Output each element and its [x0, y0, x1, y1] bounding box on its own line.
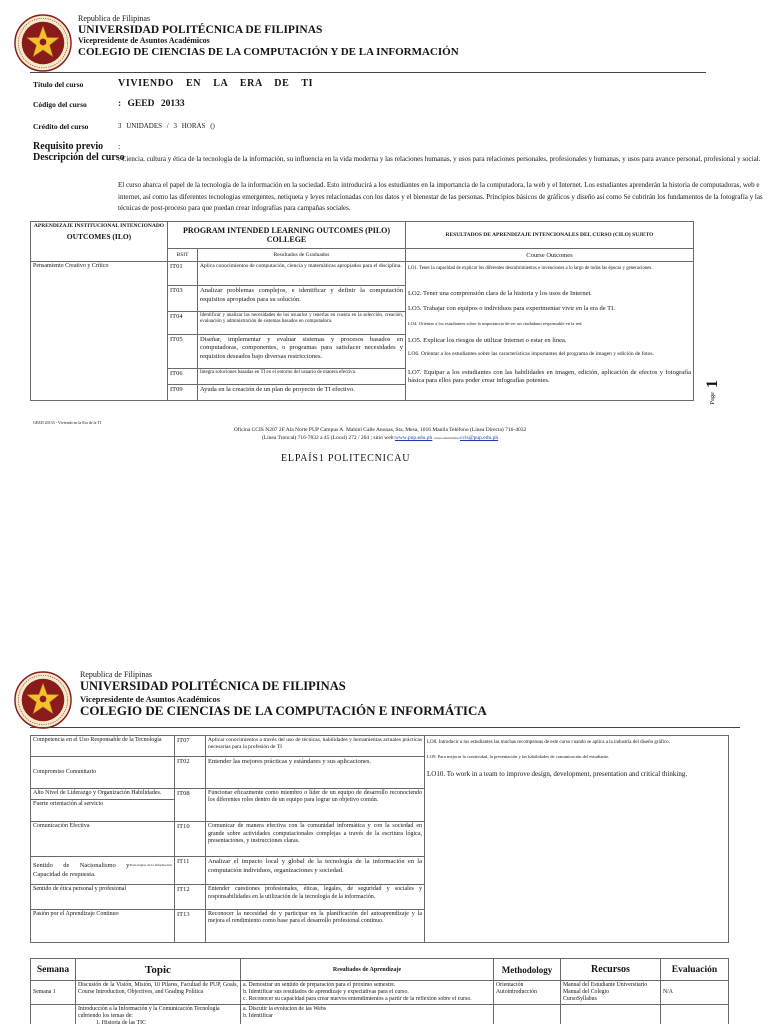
schedule-table [30, 958, 729, 1024]
ilo-overlap-note: Tecnologías de la Información [129, 863, 172, 868]
header-divider [30, 72, 706, 73]
methodology-header: Methodology [494, 959, 561, 981]
program-code: BSIT [168, 249, 198, 262]
ilo-cell: Competencia en el Uso Responsable de la Tecnología [31, 736, 175, 757]
course-code-value: : GEED 20133 [118, 99, 185, 109]
course-outcomes-cell [425, 736, 729, 943]
ilo-cell: Pasión por el Aprendizaje Continuo [31, 909, 175, 942]
pilo-code: IT11 [175, 857, 206, 885]
pilo-code: IT13 [175, 909, 206, 942]
course-outcome: LO9. Para mejorar la creatividad, la presentación y las habilidades de comunicación del estudiante. [427, 754, 610, 759]
outcome-item: c. Reconocer su capacidad para crear nuevos entendimientos a partir de la reflexión sobre el curso. [243, 995, 472, 1002]
graduates-header: Resultados de Graduados [198, 249, 406, 262]
footer-stamp: ELPAÍS1 POLITECNICAU [281, 453, 411, 464]
topic-subitem: 1. Historia de las TIC [96, 1019, 146, 1024]
topic-header: Topic [76, 959, 241, 981]
methodology-cell [494, 981, 561, 1005]
page-number: 1 [704, 380, 721, 388]
pilo-text: Entender las mejores prácticas y estándares y sus aplicaciones. [206, 757, 425, 788]
republic-label: Republica de Filipinas [78, 14, 150, 23]
prerequisite-value: : [118, 142, 121, 151]
prerequisite-label: Requisito previo [33, 141, 104, 152]
college-name: COLEGIO DE CIENCIAS DE LA COMPUTACIÓN E INFORMÁTICA [80, 703, 487, 719]
vp-office: Vicepresidente de Asuntos Académicos [78, 36, 210, 46]
course-outcome: LO4. Orientar a los estudiantes sobre la importancia de ser un ciudadano responsable en la red. [408, 321, 583, 326]
outcomes-table-continued-container [30, 735, 729, 944]
outcome-item: a. Discutir la evolución de las Webs [243, 1005, 326, 1012]
description-value: : Ciencia, cultura y ética de la tecnología de la información, su influencia en la vida moderna y las relaciones humanas, y usos para relaciones personales, profesionales y humanas, y usos para avance personal, profesional y social. [118, 155, 761, 163]
evaluation-header: Evaluación [661, 959, 729, 981]
pilo-code: IT09 [168, 384, 198, 400]
pilo-text: Analizar problemas complejos, e identificar y definir la computación requisitos apropiados para su solución. [198, 286, 406, 311]
pilo-text: Analizar el impacto local y global de la tecnología de la información en la computación individuos, organizaciones y sociedad. [206, 857, 425, 885]
outcomes-table-continued [30, 735, 729, 943]
email-link[interactable]: ccis@pup.edu.ph [460, 435, 499, 441]
university-seal-icon [14, 671, 72, 729]
pilo-text: Diseñar, implementar y evaluar sistemas y procesos basados en computadoras, componentes, o programas para satisfacer necesidades y requisitos deseados bajo diversas restricciones. [198, 335, 406, 368]
document-tag: GEED 20133 - Viviendo en la Era de la TI [33, 420, 102, 425]
pilo-text: Integra soluciones basadas en TI en el entorno del usuario de manera efectiva. [198, 368, 406, 384]
pilo-code: IT07 [175, 736, 206, 757]
table-row [31, 736, 729, 757]
outcome-item: b. Identificar sus resultados de aprendizaje y expectativas para el curso. [243, 988, 409, 995]
ilo-cell: Sentido de ética personal y profesional [31, 885, 175, 909]
pilo-code: IT03 [168, 286, 198, 311]
outcomes-table [30, 221, 694, 401]
methodology-item: Autointroducción [496, 988, 537, 995]
pilo-text: Aplica conocimientos de computación, ciencia y matemáticas apropiados para el disciplina. [198, 262, 406, 286]
pilo-code: IT04 [168, 311, 198, 334]
methodology-cell [494, 1004, 561, 1024]
page2-header [80, 671, 487, 718]
pilo-text: Ayuda en la creación de un plan de proyecto de TI efectivo. [198, 384, 406, 400]
pilo-code: IT06 [168, 368, 198, 384]
cilo-header: RESULTADOS DE APRENDIZAJE INTENCIONALES DEL CURSO (CILO) SUJETO [406, 222, 694, 249]
schedule-table-container [30, 958, 729, 1024]
footer-address: Oficina CCIS N207 2F Ala Norte PUP Campus A. Mabini Calle Anonas, Sta. Mesa, 1016 Manila Teléfono (Línea Directa) 716-4032 [233, 427, 527, 433]
pilo-code: IT10 [175, 821, 206, 856]
footer-contact [120, 435, 640, 441]
republic-label: Republica de Filipinas [80, 670, 152, 679]
outcomes-cell [241, 981, 494, 1005]
course-outcome: LO1. Tener la capacidad de explicar los diferentes descubrimientos e invenciones a lo largo de todas las épocas y generaciones. [408, 266, 653, 271]
resource-item: Manual del Estudiante Universitario [563, 982, 648, 988]
resources-cell [561, 1004, 661, 1024]
resource-item: Manual del Colegio [563, 988, 610, 995]
evaluation-cell [661, 1004, 729, 1024]
ilo-cell: Pensamiento Creativo y Crítico [31, 262, 168, 401]
course-code-label: Código del curso [33, 100, 87, 109]
email-label: correo electrónico: [433, 436, 461, 440]
pilo-code: IT12 [175, 885, 206, 909]
pilo-text: Identificar y analizar las necesidades de los usuarios y tenerlas en cuenta en la selección, creación, evaluación y administración de sistemas basados en computadora. [198, 311, 406, 334]
course-outcome: LO3. Trabajar con equipos o individuos para experimentar vivir en la era de TI. [408, 305, 615, 312]
ilo-cell: Comunicación Efectiva [31, 821, 175, 856]
schedule-row [31, 1004, 729, 1024]
pilo-code: IT05 [168, 335, 198, 368]
ilo-cell [31, 857, 175, 885]
week-header: Semana [31, 959, 76, 981]
course-credit-label: Crédito del curso [33, 122, 89, 131]
course-outcome: LO8. Introducir a los estudiantes las muchas recompensas de este curso cuando se aplica a la industria del diseño gráfico. [427, 740, 670, 745]
outcomes-cell [241, 1004, 494, 1024]
resources-cell [561, 981, 661, 1005]
ilo-header [31, 222, 168, 262]
outcomes-header: Resultados de Aprendizaje [241, 959, 494, 981]
pilo-header: PROGRAM INTENDED LEARNING OUTCOMES (PILO) COLLEGE [168, 222, 406, 249]
outcomes-table-container [30, 221, 694, 401]
pilo-text: Aplicar conocimientos a través del uso de técnicas, habilidades y herramientas actuales prácticas necesarias para la profesión de TI [206, 736, 425, 757]
schedule-header-row [31, 959, 729, 981]
course-outcome: LO5. Explicar los riesgos de utilizar Internet o estar en línea. [408, 337, 567, 344]
course-outcomes-cell [406, 262, 694, 401]
course-outcome: LO6. Orientar a los estudiantes sobre las características importantes del programa de imagen y edición de fotos. [408, 351, 654, 357]
topic-text: Introducción a la Información y la Comunicación Tecnología cubriendo los temas de: [78, 1005, 220, 1019]
website-link[interactable]: www.pup.edu.ph [394, 435, 433, 441]
course-outcome: LO10. To work in a team to improve design, development, presentation and critical thinking. [427, 770, 688, 778]
pilo-text: Entender cuestiones profesionales, éticas, legales, de seguridad y sociales y responsabilidades en la utilización de la tecnología de la información. [206, 885, 425, 909]
pilo-text: Funcionar eficazmente como miembro o líder de un equipo de desarrollo reconociendo los diferentes roles dentro de un equipo para lograr un objetivo común. [206, 788, 425, 821]
schedule-row [31, 981, 729, 1005]
pilo-code: IT02 [175, 757, 206, 788]
header-divider [30, 727, 740, 728]
ilo-header-small: APRENDIZAJE INSTITUCIONAL INTENCIONADO [33, 223, 165, 229]
outcome-item: b. Identificar [243, 1012, 273, 1019]
university-seal-icon [14, 14, 72, 72]
footer-phone: (Línea Troncal) 716-7832 a 45 (Local) 272 / 264 ; sitio web: [261, 435, 395, 441]
ilo-text: Alto Nivel de Liderazgo y Organización Habilidades. [33, 789, 162, 796]
university-name: UNIVERSIDAD POLITÉCNICA DE FILIPINAS [78, 24, 323, 37]
course-credit-value: 3 UNIDADES / 3 HORAS () [118, 122, 215, 130]
course-title-label: Título del curso [33, 80, 84, 89]
methodology-item: Orientación [496, 982, 524, 988]
ilo-subtext: Fuerte orientación al servicio [31, 799, 174, 807]
evaluation-cell: N/A [661, 981, 729, 1005]
pilo-text: Comunicar de manera efectiva con la comunidad informática y con la sociedad en grande sobre actividades computacionales complejas a través de la escritura lógica, presentaciones, y instrucciones claras. [206, 821, 425, 856]
ilo-cell: Compromiso Comunitario [31, 757, 175, 788]
course-outcomes-header: Course Outcomes [406, 249, 694, 262]
description-paragraph: El curso abarca el papel de la tecnología de la información en la sociedad. Esto introducirá a los estudiantes en la importancia de la computadora, la web y el Internet. Los estudiantes aprenderán la historia de computadoras, web e internet, así como las diferentes tecnologías emergentes, netiqueta y leyes relacionadas con los datos y el bienestar de las personas. Principios básicos de gráficos y diseño así como Se cubrirán los fundamentos de la fotografía y las técnicas de post-proceso para que puedan crear infografías para campañas sociales. [118, 181, 763, 212]
pilo-text: Reconocer la necesidad de y participar en la planificación del autoaprendizaje y la mejora el rendimiento como base para el desarrollo profesional continuo. [206, 909, 425, 942]
page-word: Page [709, 392, 716, 405]
vp-office: Vicepresidente de Asuntos Académicos [80, 693, 221, 704]
week-cell: Semana 1 [31, 981, 76, 1005]
description-label: Descripción del curso [33, 152, 125, 163]
resources-header: Recursos [561, 959, 661, 981]
table-header-row [31, 222, 694, 249]
ilo-header-large: OUTCOMES (ILO) [66, 232, 132, 241]
course-title-value: VIVIENDO EN LA ERA DE TI [118, 78, 314, 89]
ilo-text: Sentido de Nacionalismo y Capacidad de respuesta. [33, 862, 130, 878]
ilo-cell [31, 788, 175, 821]
course-outcome: LO7. Equipar a los estudiantes con las habilidades en imagen, edición, aplicación de efectos y fotografía básica para ellos para poder crear infografías potentes. [408, 369, 691, 385]
page1-header [78, 15, 459, 58]
resource-item: CursoSyllabus [563, 995, 597, 1002]
pilo-code: IT01 [168, 262, 198, 286]
week-cell [31, 1004, 76, 1024]
topic-cell [76, 1004, 241, 1024]
course-outcome: LO2. Tener una comprensión clara de la historia y los usos de Internet. [408, 290, 592, 297]
college-name: COLEGIO DE CIENCIAS DE LA COMPUTACIÓN Y DE LA INFORMACIÓN [78, 45, 459, 58]
page-number-label [705, 380, 721, 405]
table-row [31, 262, 694, 286]
pilo-code: IT08 [175, 788, 206, 821]
topic-cell: Discusión de la Visión, Misión, 10 Pilares, Facultad de PUP, Goals, Course Introduction, Objectives, and Grading Política [76, 981, 241, 1005]
university-name: UNIVERSIDAD POLITÉCNICA DE FILIPINAS [80, 679, 346, 694]
outcome-item: a. Demostrar un sentido de preparación para el próximo semestre. [243, 982, 396, 988]
